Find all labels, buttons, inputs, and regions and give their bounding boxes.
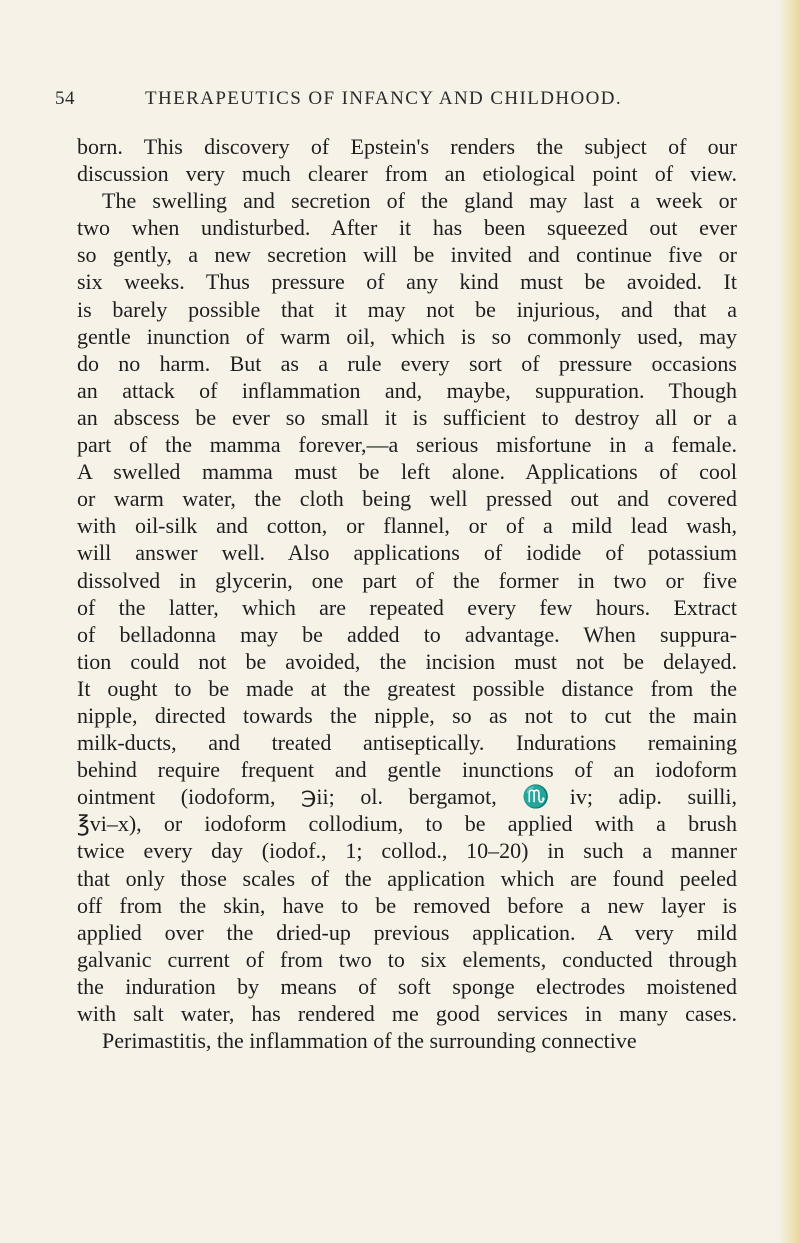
text-line: with oil-silk and cotton, or flannel, or of a mild lead wash,: [77, 513, 737, 539]
text-line: dissolved in glycerin, one part of the former in two or five: [77, 567, 737, 593]
text-line: an attack of inflammation and, maybe, suppuration. Though: [77, 377, 737, 403]
text-line: Perimastitis, the inflammation of the surrounding connective: [102, 1028, 637, 1054]
text-line: behind require frequent and gentle inunctions of an iodoform: [77, 757, 737, 783]
running-head-title: THERAPEUTICS OF INFANCY AND CHILDHOOD.: [145, 88, 623, 109]
text-line: with salt water, has rendered me good services in many cases.: [77, 1001, 737, 1026]
text-line: ointment (iodoform, ℈ii; ol. bergamot, ♏iv; adip. suilli,: [77, 784, 737, 810]
text-line: that only those scales of the application which are found peeled: [77, 865, 737, 891]
page-number: 54: [55, 88, 75, 109]
text-line: twice every day (iodof., 1; collod., 10–20) in such a manner: [77, 838, 737, 864]
text-line: discussion very much clearer from an etiological point of view.: [77, 161, 737, 187]
text-line: The swelling and secretion of the gland may last a week or: [102, 188, 737, 214]
text-line: ℥vi–x), or iodoform collodium, to be applied with a brush: [77, 811, 737, 837]
text-line: tion could not be avoided, the incision must not be delayed.: [77, 648, 737, 674]
text-line: applied over the dried-up previous application. A very mild: [77, 919, 737, 945]
text-line: gentle inunction of warm oil, which is so commonly used, may: [77, 323, 737, 349]
body-text: [77, 133, 737, 1054]
text-line: six weeks. Thus pressure of any kind must be avoided. It: [77, 269, 737, 295]
text-line: milk-ducts, and treated antiseptically. Indurations remaining: [77, 730, 737, 756]
text-line: It ought to be made at the greatest possible distance from the: [77, 675, 737, 701]
text-line: born. This discovery of Epstein's renders the subject of our: [77, 134, 737, 159]
text-line: of the latter, which are repeated every few hours. Extract: [77, 594, 737, 620]
text-line: or warm water, the cloth being well pressed out and covered: [77, 486, 737, 512]
text-line: A swelled mamma must be left alone. Applications of cool: [77, 459, 737, 485]
text-line: part of the mamma forever,—a serious misfortune in a female.: [77, 432, 737, 458]
text-line: of belladonna may be added to advantage. When suppura-: [77, 621, 737, 647]
text-line: galvanic current of from two to six elements, conducted through: [77, 946, 737, 972]
text-line: the induration by means of soft sponge electrodes moistened: [77, 973, 737, 999]
text-line: will answer well. Also applications of iodide of potassium: [77, 540, 737, 566]
text-line: an abscess be ever so small it is sufficient to destroy all or a: [77, 404, 737, 430]
running-head: [55, 88, 755, 114]
page-edge-stain: [778, 0, 800, 1243]
text-line: nipple, directed towards the nipple, so as not to cut the main: [77, 702, 737, 728]
text-line: do no harm. But as a rule every sort of pressure occasions: [77, 350, 737, 376]
text-line: two when undisturbed. After it has been squeezed out ever: [77, 215, 737, 241]
text-line: is barely possible that it may not be injurious, and that a: [77, 296, 737, 322]
text-line: off from the skin, have to be removed before a new layer is: [77, 892, 737, 918]
text-line: so gently, a new secretion will be invited and continue five or: [77, 242, 737, 268]
